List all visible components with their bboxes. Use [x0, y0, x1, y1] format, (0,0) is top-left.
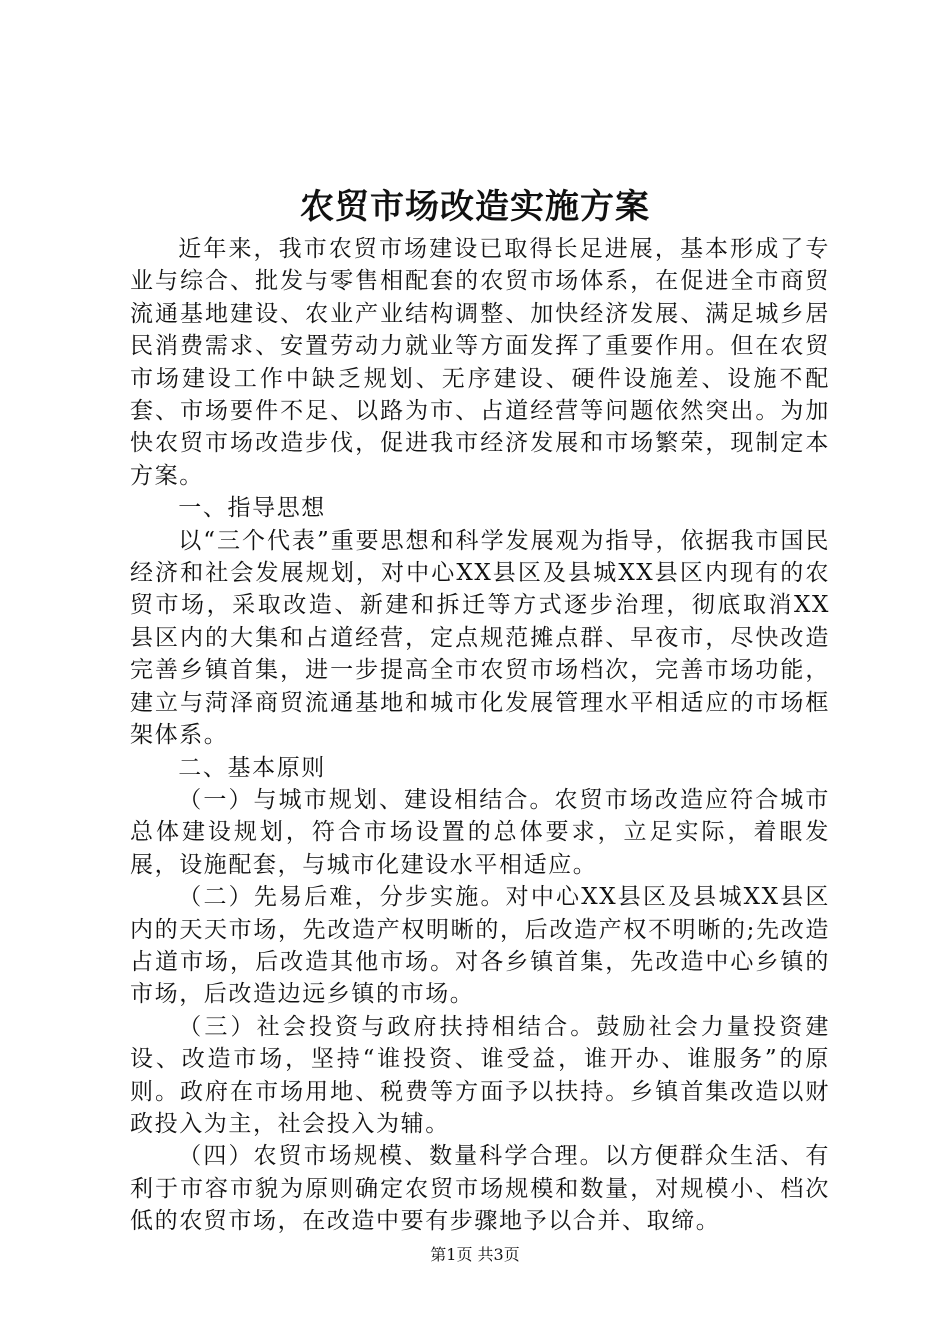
section-heading-basic-principles: 二、基本原则: [178, 754, 326, 781]
paragraph-principle-1: （一）与城市规划、建设相结合。农贸市场改造应符合城市总体建设规划，符合市场设置的总体要求，立足实际，着眼发展，设施配套，与城市化建设水平相适应。: [130, 786, 830, 878]
paragraph-intro: 近年来，我市农贸市场建设已取得长足进展，基本形成了专业与综合、批发与零售相配套的农贸市场体系，在促进全市商贸流通基地建设、农业产业结构调整、加快经济发展、满足城乡居民消费需求、安置劳动力就业等方面发挥了重要作用。但在农贸市场建设工作中缺乏规划、无序建设、硬件设施差、设施不配套、市场要件不足、以路为市、占道经营等问题依然突出。为加快农贸市场改造步伐，促进我市经济发展和市场繁荣，现制定本方案。: [130, 236, 830, 489]
paragraph-principle-4: （四）农贸市场规模、数量科学合理。以方便群众生活、有利于市容市貌为原则确定农贸市场规模和数量，对规模小、档次低的农贸市场，在改造中要有步骤地予以合并、取缔。: [130, 1143, 830, 1235]
paragraph-guiding-thought: 以“三个代表”重要思想和科学发展观为指导，依据我市国民经济和社会发展规划，对中心XX县区及县城XX县区内现有的农贸市场，采取改造、新建和拆迁等方式逐步治理，彻底取消XX县区内的大集和占道经营，定点规范摊点群、早夜市，尽快改造完善乡镇首集，进一步提高全市农贸市场档次，完善市场功能，建立与菏泽商贸流通基地和城市化发展管理水平相适应的市场框架体系。: [130, 527, 830, 749]
section-heading-guiding-thought: 一、指导思想: [178, 495, 326, 522]
document-body: [130, 233, 830, 1238]
paragraph-principle-2: （二）先易后难，分步实施。对中心XX县区及县城XX县区内的天天市场，先改造产权明晰的，后改造产权不明晰的;先改造占道市场，后改造其他市场。对各乡镇首集，先改造中心乡镇的市场，后改造边远乡镇的市场。: [130, 884, 830, 1008]
document-title: 农贸市场改造实施方案: [300, 187, 650, 227]
page-number-footer: 第1页 共3页: [430, 1245, 520, 1264]
paragraph-principle-3: （三）社会投资与政府扶持相结合。鼓励社会力量投资建设、改造市场，坚持“谁投资、谁受益，谁开办、谁服务”的原则。政府在市场用地、税费等方面予以扶持。乡镇首集改造以财政投入为主，社会投入为辅。: [130, 1013, 830, 1137]
